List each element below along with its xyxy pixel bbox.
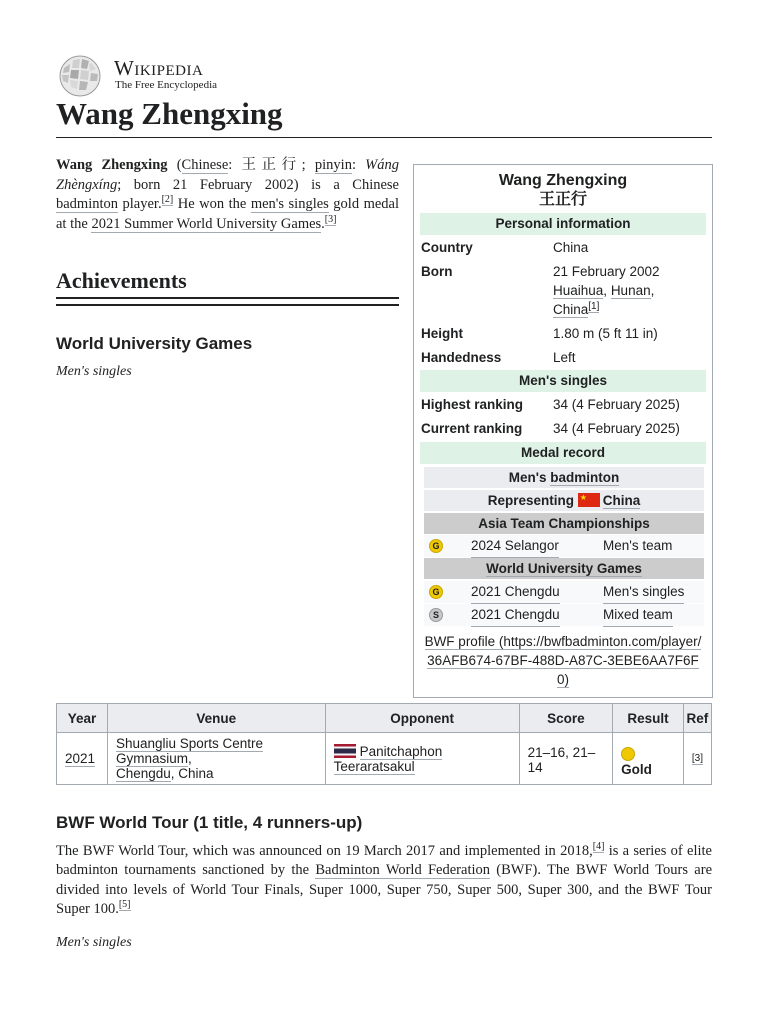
country-value: China [553, 240, 589, 255]
year-cell [57, 733, 108, 785]
mens-badminton-row [424, 467, 704, 488]
bwf-profile-text[interactable]: BWF profile (https://bwfbadminton.com/player/36AFB674-67BF-488D-A87C-3EBE6AA7F6F0) [424, 634, 702, 687]
mens-singles-caption-2: Men's singles [56, 935, 132, 950]
infobox-native-name: 王正行 [538, 191, 587, 208]
reference-2[interactable]: [2] [161, 194, 174, 206]
achievements-divider [56, 297, 399, 306]
medal-event-link[interactable]: 2021 Chengdu [471, 604, 560, 627]
venue-country: , China [170, 766, 214, 781]
bwf-world-tour-heading: BWF World Tour (1 title, 4 runners-up) [56, 813, 363, 832]
bwf-text-1: The BWF World Tour, which was announced on 19 March 2017 and implemented in 2018, [56, 843, 593, 859]
hunan-link[interactable]: Hunan [610, 283, 651, 298]
col-score: Score [519, 704, 612, 733]
wikipedia-globe-logo[interactable] [56, 54, 104, 98]
gold-medal-icon: G [429, 585, 443, 599]
gold-text: gold medal at the [56, 196, 400, 232]
mens-singles-caption: Men's singles [56, 364, 132, 379]
bwf-text-3: (BWF). The BWF World Tours are divided into levels of World Tour Finals, Super 1000, Super 750, Super 500, Super 300, and the BWF Tour Super 100. [56, 862, 713, 917]
country-label: Country [421, 240, 473, 255]
gold-medal-icon: G [429, 539, 443, 553]
universiade-link[interactable]: 2021 Summer World University Games [91, 215, 322, 232]
venue-city-link[interactable]: Chengdu [115, 766, 171, 781]
current-ranking-label: Current ranking [421, 421, 523, 436]
page-title: Wang Zhengxing [56, 96, 283, 131]
result-value: Gold [621, 762, 652, 777]
opponent-cell [325, 733, 519, 785]
personal-info-header: Personal information [420, 213, 706, 235]
badminton-link[interactable]: badminton [56, 196, 119, 212]
medal-category-link[interactable]: Men's singles [603, 581, 684, 604]
bwf-paragraph [56, 842, 712, 919]
silver-medal-icon: S [429, 608, 443, 622]
year-link[interactable]: 2021 [65, 751, 96, 766]
col-venue: Venue [107, 704, 325, 733]
medal-category: Men's team [603, 538, 673, 553]
reference-3[interactable]: [3] [324, 213, 337, 225]
subject-name: Wang Zhengxing [56, 157, 168, 173]
height-label: Height [421, 326, 463, 341]
bwf-link[interactable]: Badminton World Federation [315, 862, 491, 879]
born-label: Born [421, 264, 453, 279]
venue-link[interactable]: Shuangliu Sports Centre Gymnasium [115, 736, 264, 766]
handedness-label: Handedness [421, 350, 502, 365]
handedness-value: Left [553, 350, 576, 365]
height-value: 1.80 m (5 ft 11 in) [553, 326, 658, 341]
col-year: Year [57, 704, 108, 733]
infobox [413, 164, 713, 698]
medal-row [424, 581, 704, 603]
reference-4[interactable]: [4] [592, 841, 605, 853]
bwf-text-2: is a series of elite badminton tournaments sanctioned by the [56, 843, 712, 879]
table-row [57, 733, 712, 785]
results-table [56, 703, 712, 785]
medal-event-link[interactable]: 2024 Selangor [471, 535, 559, 558]
china-flag-icon [578, 493, 600, 507]
mens-singles-link[interactable]: men's singles [250, 196, 329, 212]
lead-paragraph: Wang Zhengxing (Chinese: 王正行; pinyin: Wáng Zhèngxíng; born 21 February 2002) is a Chinese badminton player.[2] He won the men's singles gold medal at the 2021 Summer World University Games.[3] [56, 157, 400, 232]
badminton-sport-link[interactable]: badminton [550, 470, 620, 485]
reference-3-table[interactable]: [3] [691, 753, 703, 764]
gold-medal-icon [621, 747, 635, 761]
representing-country-link[interactable]: China [602, 493, 641, 508]
medal-record-header: Medal record [420, 442, 706, 464]
mens-prefix: Men's [508, 470, 551, 485]
mens-singles-header: Men's singles [420, 370, 706, 392]
site-tagline: The Free Encyclopedia [115, 79, 218, 91]
reference-5[interactable]: [5] [118, 899, 131, 911]
huaihua-link[interactable]: Huaihua [553, 283, 604, 298]
hanzi-name: 王正行 [241, 157, 302, 173]
highest-ranking-label: Highest ranking [421, 397, 524, 412]
venue-cell: Shuangliu Sports Centre Gymnasium, Chengdu, China [107, 733, 325, 785]
world-university-games-header [424, 558, 704, 579]
infobox-name: Wang Zhengxing [498, 172, 628, 189]
opponent-link[interactable]: Panitchaphon Teeraratsakul [333, 743, 443, 774]
wug-link[interactable]: World University Games [486, 561, 642, 576]
score-cell: 21–16, 21–14 [519, 733, 612, 785]
born-text: ; born 21 February 2002) is a Chinese [117, 176, 399, 193]
col-ref: Ref [683, 704, 711, 733]
born-value: 21 February 2002 Huaihua, Hunan, China[1] [553, 264, 660, 317]
title-divider [56, 137, 712, 138]
highest-ranking-value: 34 (4 February 2025) [553, 397, 680, 412]
pinyin-name: Wáng Zhèngxíng [56, 157, 400, 193]
bwf-profile-link[interactable] [422, 632, 704, 689]
china-link[interactable]: China [553, 302, 589, 317]
representing-row [424, 490, 704, 511]
col-result: Result [613, 704, 684, 733]
won-text: He won the [173, 196, 251, 212]
table-header-row [57, 704, 712, 733]
col-opponent: Opponent [325, 704, 519, 733]
wug-heading: World University Games [56, 334, 253, 353]
representing-label: Representing [487, 493, 574, 508]
result-cell [613, 733, 684, 785]
reference-1[interactable]: [1] [588, 300, 600, 312]
infobox-title [414, 171, 712, 209]
medal-row [424, 535, 704, 557]
medal-row [424, 604, 704, 626]
medal-category-link[interactable]: Mixed team [603, 604, 673, 627]
ref-cell [683, 733, 711, 785]
born-date: 21 February 2002 [553, 264, 660, 279]
chinese-link[interactable]: Chinese [181, 157, 229, 173]
player-text: player. [118, 196, 162, 212]
pinyin-link[interactable]: pinyin [314, 157, 352, 173]
thailand-flag-icon [334, 744, 356, 758]
current-ranking-value: 34 (4 February 2025) [553, 421, 680, 436]
site-wordmark[interactable]: Wikipedia [114, 56, 204, 80]
medal-event-link[interactable]: 2021 Chengdu [471, 581, 560, 604]
asia-team-championships-header: Asia Team Championships [424, 513, 704, 534]
achievements-heading: Achievements [56, 268, 187, 293]
